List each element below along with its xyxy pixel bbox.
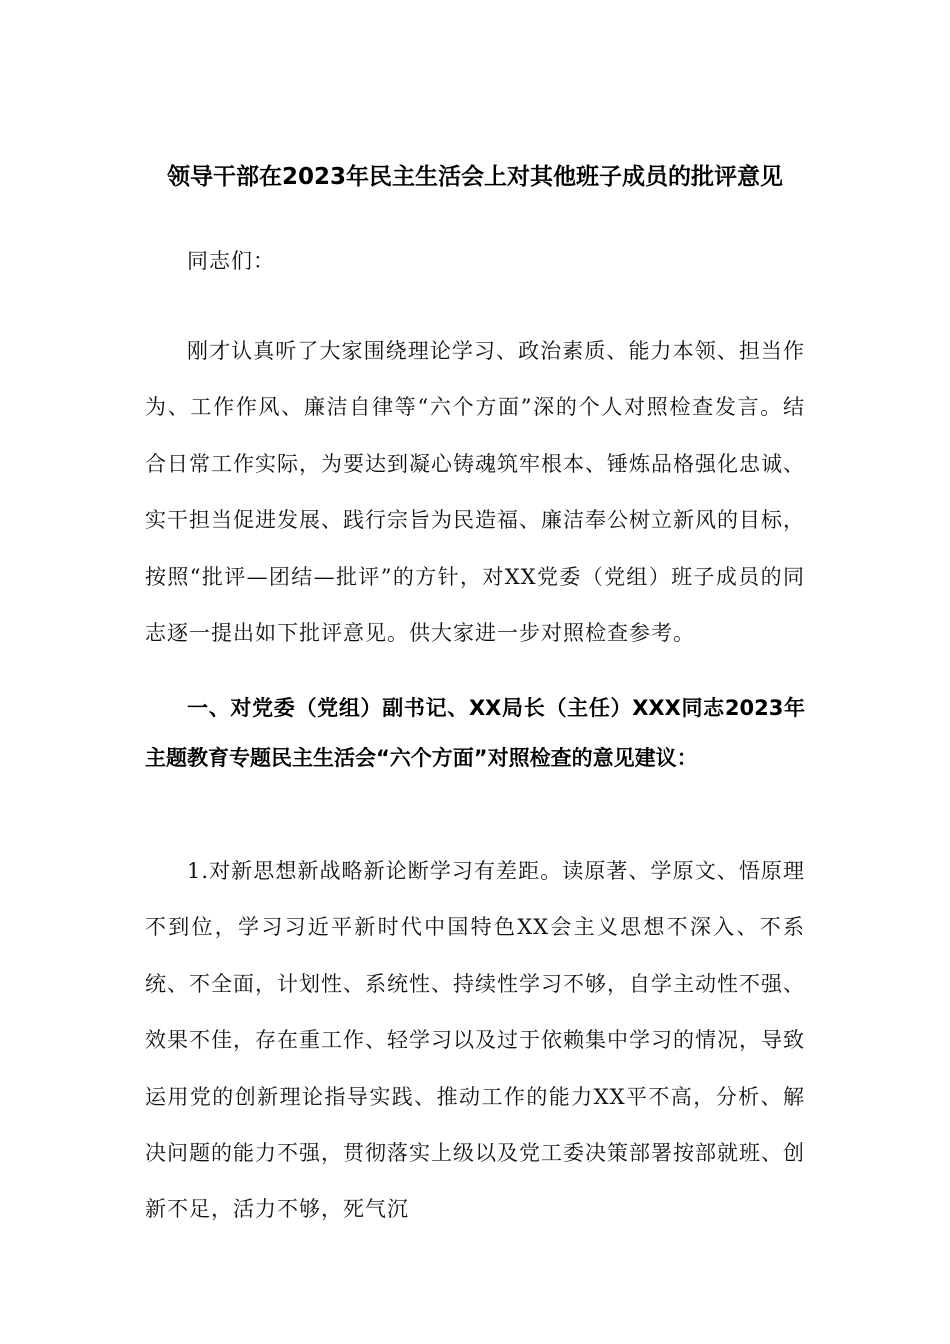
intro-paragraph: 刚才认真听了大家围绕理论学习、政治素质、能力本领、担当作为、工作作风、廉洁自律等“六个方面”深的个人对照检查发言。结合日常工作实际，为要达到凝心铸魂筑牢根本、锤炼品格强化忠诚、实干担当促进发展、践行宗旨为民造福、廉洁奉公树立新风的目标，按照“批评—团结—批评”的方针，对XX党委（党组）班子成员的同志逐一提出如下批评意见。供大家进一步对照检查参考。 [145,339,805,646]
greeting: 同志们： [187,249,275,273]
document-title: 领导干部在2023年民主生活会上对其他班子成员的批评意见 [166,164,783,190]
item-paragraph-1: 1.对新思想新战略新论断学习有差距。读原著、学原文、悟原理不到位，学习习近平新时代中国特色XX会主义思想不深入、不系统、不全面，计划性、系统性、持续性学习不够，自学主动性不强、效果不佳，存在重工作、轻学习以及过于依赖集中学习的情况，导致运用党的创新理论指导实践、推动工作的能力XX平不高，分析、解决问题的能力不强，贯彻落实上级以及党工委决策部署按部就班、创新不足，活力不够，死气沉 [145,859,805,1222]
section-heading-1: 一、对党委（党组）副书记、XX局长（主任）XXX同志2023年主题教育专题民主生活会“六个方面”对照检查的意见建议： [145,696,805,770]
